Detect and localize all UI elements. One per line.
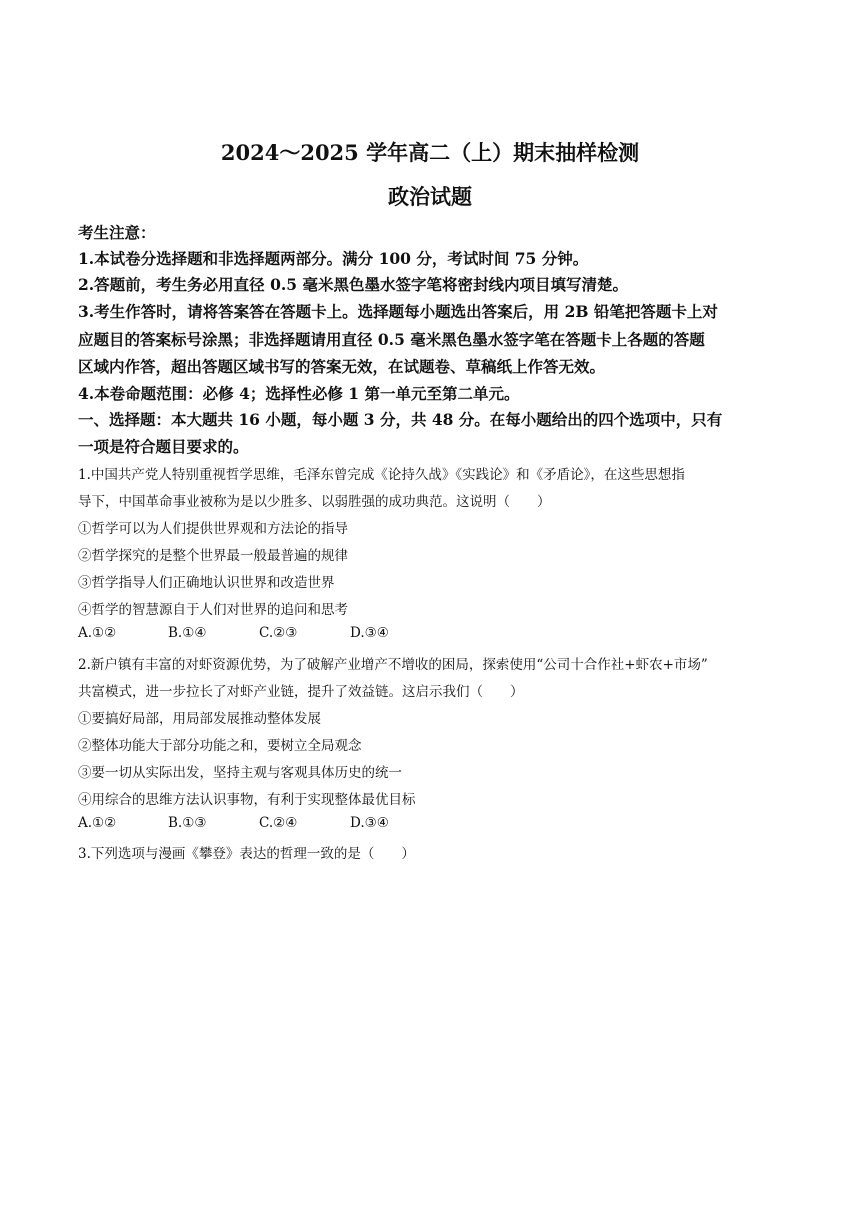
notice-line: 区域内作答，超出答题区域书写的答案无效，在试题卷、草稿纸上作答无效。 bbox=[78, 357, 606, 376]
question-1-statement: ①哲学可以为人们提供世界观和方法论的指导 bbox=[78, 521, 348, 537]
question-1-option-d[interactable]: D.③④ bbox=[350, 625, 389, 641]
question-2-statement: ②整体功能大于部分功能之和，要树立全局观念 bbox=[78, 738, 362, 754]
notice-line: 应题目的答案标号涂黑；非选择题请用直径 0.5 毫米黑色墨水签字笔在答题卡上各题的答题 bbox=[78, 330, 705, 349]
notice-line: 3.考生作答时，请将答案答在答题卡上。选择题每小题选出答案后，用 2B 铅笔把答题卡上对 bbox=[78, 302, 718, 321]
question-2-stem: 2.新户镇有丰富的对虾资源优势，为了破解产业增产不增收的困局，探索使用“公司十合作社+虾农+市场” bbox=[78, 657, 708, 673]
question-3-stem: 3.下列选项与漫画《攀登》表达的哲理一致的是（ ） bbox=[78, 846, 415, 862]
question-1-stem: 1.中国共产党人特别重视哲学思维，毛泽东曾完成《论持久战》《实践论》和《矛盾论》，在这些思想指 bbox=[78, 467, 685, 483]
question-1-statement: ④哲学的智慧源自于人们对世界的追问和思考 bbox=[78, 602, 348, 618]
section-heading-cont: 一项是符合题目要求的。 bbox=[78, 437, 249, 456]
question-2-statement: ④用综合的思维方法认识事物，有利于实现整体最优目标 bbox=[78, 792, 416, 808]
question-2-option-d[interactable]: D.③④ bbox=[350, 815, 389, 831]
question-1-option-b[interactable]: B.①④ bbox=[168, 625, 207, 641]
question-1-stem: 导下，中国革命事业被称为是以少胜多、以弱胜强的成功典范。这说明（ ） bbox=[78, 494, 551, 510]
question-2-stem: 共富模式，进一步拉长了对虾产业链，提升了效益链。这启示我们（ ） bbox=[78, 684, 524, 700]
question-1-option-c[interactable]: C.②③ bbox=[259, 625, 298, 641]
question-2-statement: ①要搞好局部，用局部发展推动整体发展 bbox=[78, 711, 321, 727]
question-2-option-b[interactable]: B.①③ bbox=[168, 815, 207, 831]
question-2-option-c[interactable]: C.②④ bbox=[259, 815, 298, 831]
notice-heading: 考生注意： bbox=[78, 223, 156, 242]
notice-line: 1.本试卷分选择题和非选择题两部分。满分 100 分，考试时间 75 分钟。 bbox=[78, 249, 589, 268]
question-2-option-a[interactable]: A.①② bbox=[78, 815, 117, 831]
exam-subject-title: 政治试题 bbox=[388, 184, 472, 209]
section-heading: 一、选择题：本大题共 16 小题，每小题 3 分，共 48 分。在每小题给出的四个选项中，只有 bbox=[78, 410, 723, 429]
question-1-statement: ②哲学探究的是整个世界最一般最普遍的规律 bbox=[78, 548, 348, 564]
notice-line: 2.答题前，考生务必用直径 0.5 毫米黑色墨水签字笔将密封线内项目填写清楚。 bbox=[78, 275, 628, 294]
notice-line: 4.本卷命题范围：必修 4；选择性必修 1 第一单元至第二单元。 bbox=[78, 384, 520, 403]
question-1-option-a[interactable]: A.①② bbox=[78, 625, 117, 641]
exam-title: 2024～2025 学年高二（上）期末抽样检测 bbox=[220, 140, 640, 165]
question-1-statement: ③哲学指导人们正确地认识世界和改造世界 bbox=[78, 575, 335, 591]
question-2-statement: ③要一切从实际出发，坚持主观与客观具体历史的统一 bbox=[78, 765, 402, 781]
